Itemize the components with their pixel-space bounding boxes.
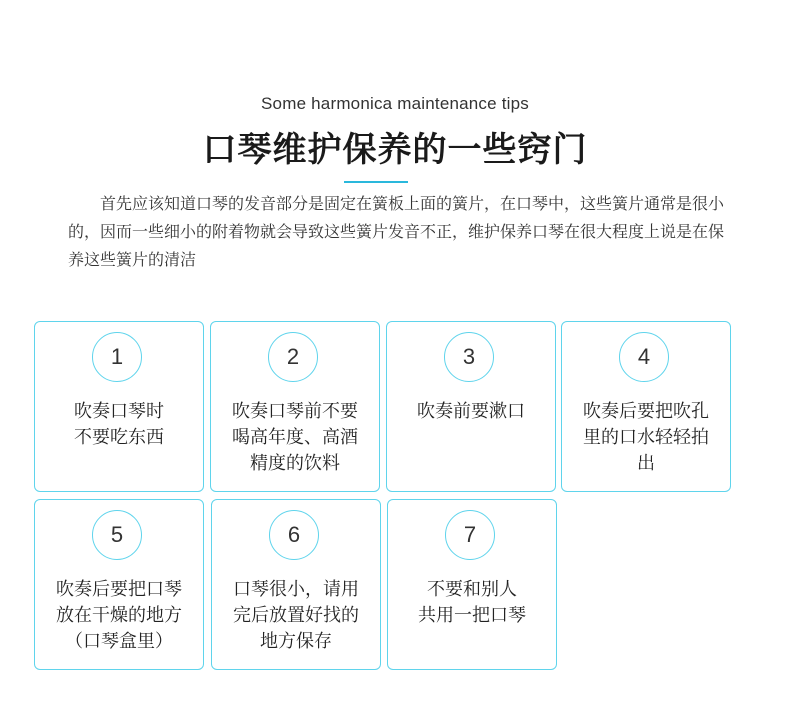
tip-card-7 xyxy=(387,499,557,670)
tip-text: 不要和别人 共用一把口琴 xyxy=(418,579,526,626)
tip-card-6 xyxy=(211,499,381,670)
page-subtitle: Some harmonica maintenance tips xyxy=(261,94,529,113)
tip-number-badge: 3 xyxy=(444,332,494,382)
tip-text: 吹奏前要漱口 xyxy=(417,401,525,422)
tip-text: 吹奏后要把口琴 放在干燥的地方 （口琴盒里） xyxy=(56,579,182,652)
tip-number-badge: 1 xyxy=(92,332,142,382)
tip-card-2 xyxy=(210,321,380,492)
tip-card-5 xyxy=(34,499,204,670)
tip-text: 口琴很小，请用 完后放置好找的 地方保存 xyxy=(233,579,359,652)
title-divider xyxy=(344,181,408,183)
tip-number-badge: 2 xyxy=(268,332,318,382)
intro-paragraph: 首先应该知道口琴的发音部分是固定在簧板上面的簧片，在口琴中，这些簧片通常是很小的，因而一些细小的附着物就会导致这些簧片发音不正，维护保养口琴在很大程度上说是在保养这些簧片的清洁 xyxy=(68,194,725,269)
tip-card-3 xyxy=(386,321,556,492)
tip-card-1 xyxy=(34,321,204,492)
tip-number-badge: 7 xyxy=(445,510,495,560)
tip-card-4 xyxy=(561,321,731,492)
tip-text: 吹奏后要把吹孔 里的口水轻轻拍 出 xyxy=(583,401,709,474)
tip-text: 吹奏口琴前不要 喝高年度、高酒 精度的饮料 xyxy=(232,401,358,474)
tip-number-badge: 6 xyxy=(269,510,319,560)
tip-number-badge: 5 xyxy=(92,510,142,560)
tip-text: 吹奏口琴时 不要吃东西 xyxy=(74,401,164,448)
tip-number-badge: 4 xyxy=(619,332,669,382)
page-title: 口琴维护保养的一些窍门 xyxy=(202,130,588,170)
